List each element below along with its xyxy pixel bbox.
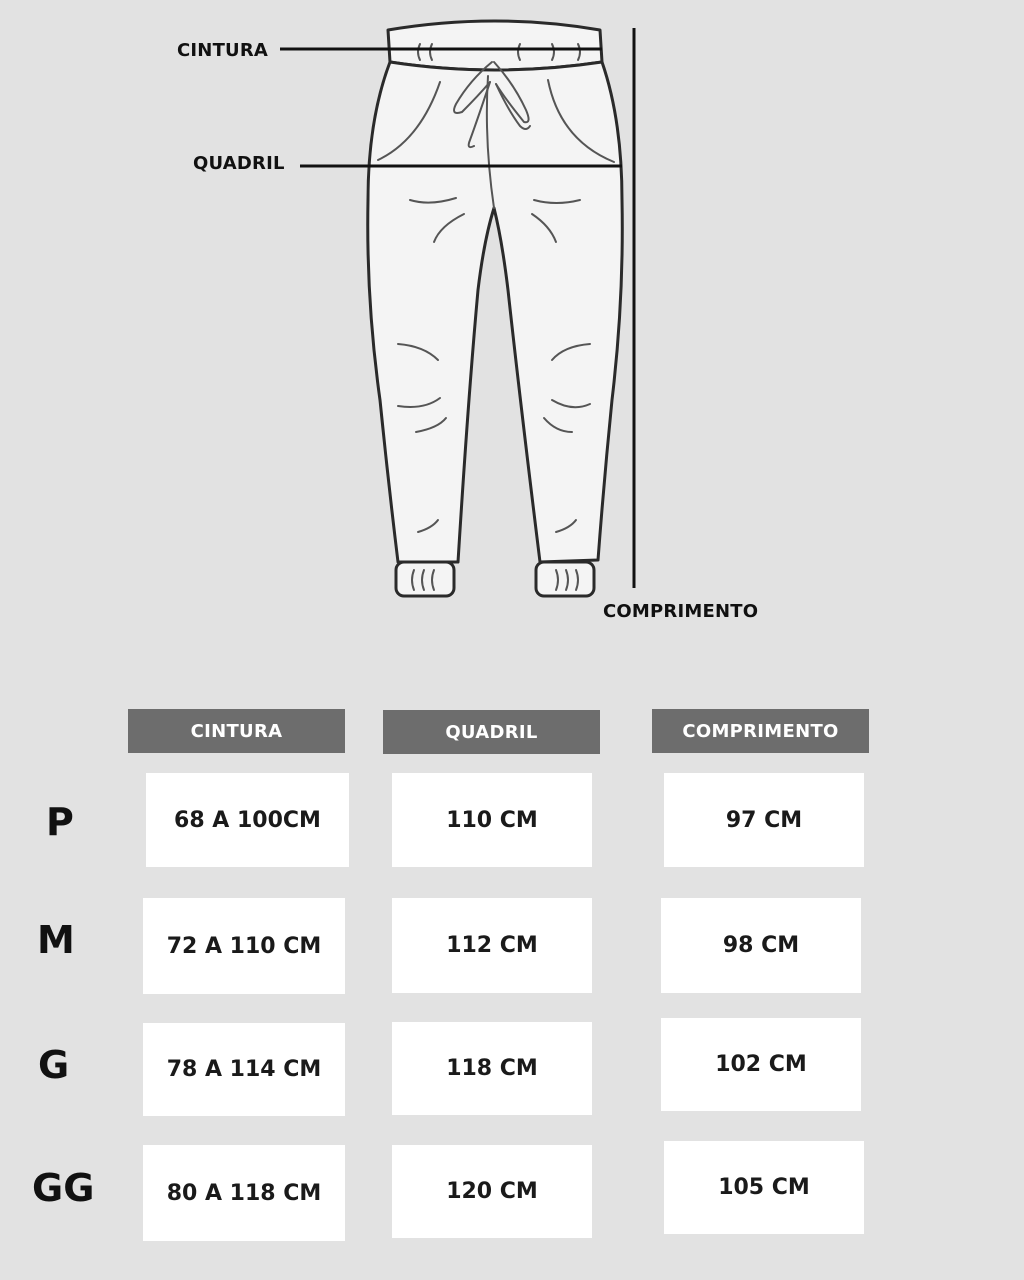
header-comprimento: COMPRIMENTO: [652, 709, 869, 753]
cell-p-comprimento: 97 CM: [664, 773, 864, 867]
cell-gg-quadril: 120 CM: [392, 1145, 592, 1238]
cell-g-quadril: 118 CM: [392, 1022, 592, 1115]
cell-m-quadril: 112 CM: [392, 898, 592, 993]
cell-p-quadril: 110 CM: [392, 773, 592, 867]
right-cuff: [536, 562, 594, 596]
cell-m-cintura: 72 A 110 CM: [143, 898, 345, 994]
cell-g-cintura: 78 A 114 CM: [143, 1023, 345, 1116]
header-cintura: CINTURA: [128, 709, 345, 753]
comprimento-label: COMPRIMENTO: [603, 601, 759, 622]
cell-g-comprimento: 102 CM: [661, 1018, 861, 1111]
size-label-m: M: [37, 918, 75, 962]
cintura-label: CINTURA: [177, 40, 269, 61]
cell-m-comprimento: 98 CM: [661, 898, 861, 993]
cell-gg-cintura: 80 A 118 CM: [143, 1145, 345, 1241]
size-label-gg: GG: [32, 1166, 95, 1210]
pants-body: [368, 62, 623, 562]
left-cuff: [396, 562, 454, 596]
cell-p-cintura: 68 A 100CM: [146, 773, 349, 867]
size-label-p: P: [46, 800, 74, 844]
cell-gg-comprimento: 105 CM: [664, 1141, 864, 1234]
size-label-g: G: [38, 1043, 70, 1087]
header-quadril: QUADRIL: [383, 710, 600, 754]
quadril-label: QUADRIL: [193, 153, 285, 174]
